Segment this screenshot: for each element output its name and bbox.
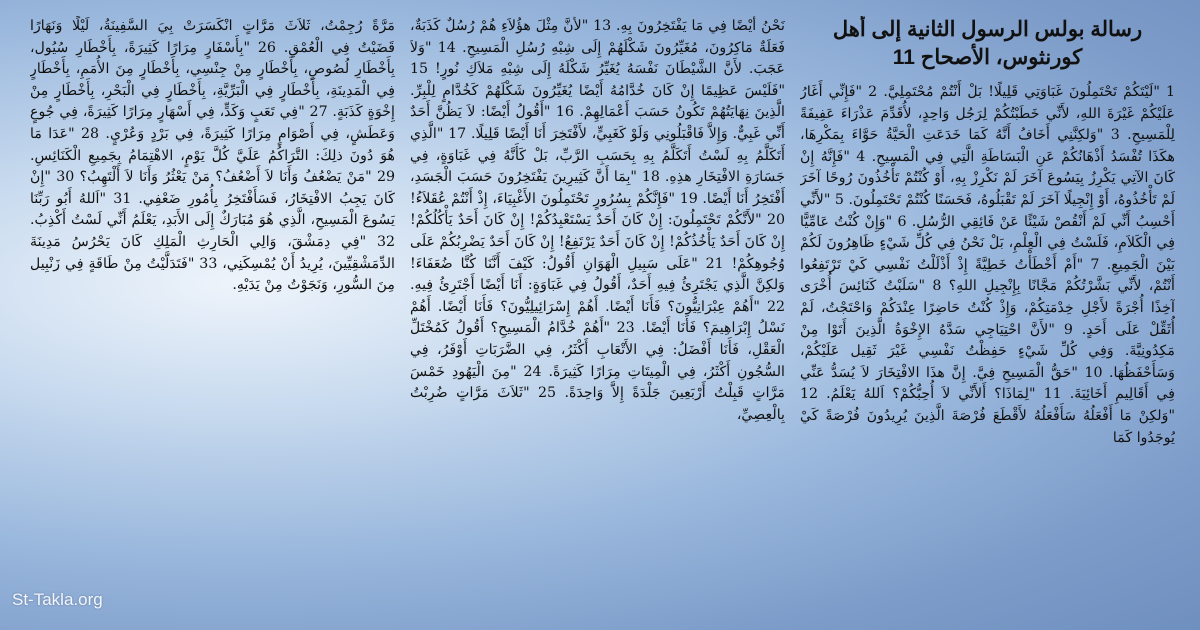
middle-column bbox=[410, 16, 785, 626]
chapter-text-part-1: 1 "لَيْتَكُمْ تَحْتَمِلُونَ غَبَاوَتِي قَلِيلًا! بَلْ أَنْتُمْ مُحْتَمِلِيَّ. 2 "فَإِنِّي أَغَارُ عَلَيْكُمْ غَيْرَةَ اللهِ، لأَنِّي خَطَبْتُكُمْ لِرَجُل وَاحِدٍ، لأُقَدِّمَ عَذْرَاءَ عَفِيفَةً لِلْمَسِيحِ. 3 "وَلكِنَّنِي أَخَافُ أَنَّهُ كَمَا خَدَعَتِ الْحَيَّةُ حَوَّاءَ بِمَكْرِهَا، هكَذَا تُفْسَدُ أَذْهَانُكُمْ عَنِ الْبَسَاطَةِ الَّتِي فِي الْمَسِيحِ. 4 "فَإِنَّهُ إِنْ كَانَ الآتِي يَكْرِزُ بِيَسُوعَ آخَرَ لَمْ نَكْرِزْ بِهِ، أَوْ كُنْتُمْ تَأْخُذُونَ رُوحًا آخَرَ لَمْ تَأْخُذُوهُ، أَوْ إِنْجِيلًا آخَرَ لَمْ تَقْبَلُوهُ، فَحَسَنًا كُنْتُمْ تَحْتَمِلُونَ. 5 "لأَنِّي أَحْسِبُ أَنِّي لَمْ أَنْقُصْ شَيْئًا عَنْ فَائِقِي الرُّسُلِ. 6 "وَإِنْ كُنْتُ عَامِّيًّا فِي الْكَلاَمِ، فَلَسْتُ فِي الْعِلْمِ، بَلْ نَحْنُ فِي كُلِّ شَيْءٍ ظَاهِرُونَ لَكُمْ بَيْنَ الْجَمِيعِ. 7 "أَمْ أَخْطَأْتُ خَطِيَّةً إِذْ أَذْلَلْتُ نَفْسِي كَيْ تَرْتَفِعُوا أَنْتُمْ، لأَنِّي بَشَّرْتُكُمْ مَجَّانًا بِإِنْجِيلِ اللهِ؟ 8 "سَلَبْتُ كَنَائِسَ أُخْرَى آخِذًا أُجْرَةً لأَجْلِ خِدْمَتِكُمْ، وَإِذْ كُنْتُ حَاضِرًا عِنْدَكُمْ وَاحْتَجْتُ، لَمْ أُثَقِّلْ عَلَى أَحَدٍ. 9 "لأَنَّ احْتِيَاجِي سَدَّهُ الإِخْوَةُ الَّذِينَ أَتَوْا مِنْ مَكِدُونِيَّةَ. وَفِي كُلِّ شَيْءٍ حَفِظْتُ نَفْسِي غَيْرَ ثَقِيل عَلَيْكُمْ، وَسَأَحْفَظُهَا. 10 "حَقُّ الْمَسِيحِ فِيَّ. إِنَّ هذَا الافْتِخَارَ لاَ يُسَدُّ عَنِّي فِي أَقَالِيمِ أَخَائِيَةَ. 11 "لِمَاذَا؟ أَلأَنِّي لاَ أُحِبُّكُمْ؟ اَللهُ يَعْلَمُ. 12 "وَلكِنْ مَا أَفْعَلُهُ سَأَفْعَلُهُ لأَقْطَعَ فُرْصَةَ الَّذِينَ يُرِيدُونَ فُرْصَةً كَيْ يُوجَدُوا كَمَا bbox=[800, 84, 1175, 446]
left-column bbox=[30, 16, 395, 366]
chapter-text-part-2: نَحْنُ أَيْضًا فِي مَا يَفْتَخِرُونَ بِهِ. 13 "لأَنَّ مِثْلَ هؤُلاَءِ هُمْ رُسُلٌ كَذَبَةٌ، فَعَلَةٌ مَاكِرُونَ، مُغَيِّرُونَ شَكْلَهُمْ إِلَى شِبْهِ رُسُلِ الْمَسِيحِ. 14 "وَلاَ عَجَبَ. لأَنَّ الشَّيْطَانَ نَفْسَهُ يُغَيِّرُ شَكْلَهُ إِلَى شِبْهِ مَلاَكِ نُورٍ! 15 "فَلَيْسَ عَظِيمًا إِنْ كَانَ خُدَّامُهُ أَيْضًا يُغَيِّرُونَ شَكْلَهُمْ كَخُدَّامٍ لِلْبِرِّ. الَّذِينَ نِهَايَتُهُمْ تَكُونُ حَسَبَ أَعْمَالِهِمْ. 16 "أَقُولُ أَيْضًا: لاَ يَظُنَّ أَحَدٌ أَنِّي غَبِيٌّ. وَإِلاَّ فَاقْبَلُونِي وَلَوْ كَغَبِيٍّ، لأَفْتَخِرَ أَنَا أَيْضًا قَلِيلًا. 17 "الَّذِي أَتَكَلَّمُ بِهِ لَسْتُ أَتَكَلَّمُ بِهِ بِحَسَبِ الرَّبِّ، بَلْ كَأَنَّهُ فِي غَبَاوَةٍ، فِي جَسَارَةِ الافْتِخَارِ هذِهِ. 18 "بِمَا أَنَّ كَثِيرِينَ يَفْتَخِرُونَ حَسَبَ الْجَسَدِ، أَفْتَخِرُ أَنَا أَيْضًا. 19 "فَإِنَّكُمْ بِسُرُورٍ تَحْتَمِلُونَ الأَغْبِيَاءَ، إِذْ أَنْتُمْ عُقَلاَءُ! 20 "لأَنَّكُمْ تَحْتَمِلُونَ: إِنْ كَانَ أَحَدٌ يَسْتَعْبِدُكُمْ! إِنْ كَانَ أَحَدٌ يَأْكُلُكُمْ! إِنْ كَانَ أَحَدٌ يَأْخُذُكُمْ! إِنْ كَانَ أَحَدٌ يَرْتَفِعُ! إِنْ كَانَ أَحَدٌ يَضْرِبُكُمْ عَلَى وُجُوهِكُمْ! 21 "عَلَى سَبِيلِ الْهَوَانِ أَقُولُ: كَيْفَ أَنَّنَا كُنَّا ضُعَفَاءَ! وَلكِنَّ الَّذِي يَجْتَرِئُ فِيهِ أَحَدٌ، أَقُولُ فِي غَبَاوَةٍ: أَنَا أَيْضًا أَجْتَرِئُ فِيهِ. 22 "أَهُمْ عِبْرَانِيُّونَ؟ فَأَنَا أَيْضًا. أَهُمْ إِسْرَائِيلِيُّونَ؟ فَأَنَا أَيْضًا. أَهُمْ نَسْلُ إِبْرَاهِيمَ؟ فَأَنَا أَيْضًا. 23 "أَهُمْ خُدَّامُ الْمَسِيحِ؟ أَقُولُ كَمُخْتَلِّ الْعَقْلِ، فَأَنَا أَفْضَلُ: فِي الأَتْعَابِ أَكْثَرُ، فِي الضَّرَبَاتِ أَوْفَرُ، فِي السُّجُونِ أَكْثَرُ، فِي الْمِيتَاتِ مِرَارًا كَثِيرَةً. 24 "مِنَ الْيَهُودِ خَمْسَ مَرَّاتٍ قَبِلْتُ أَرْبَعِينَ جَلْدَةً إِلاَّ وَاحِدَةً. 25 "ثَلاَثَ مَرَّاتٍ ضُرِبْتُ بِالْعِصِيِّ، bbox=[410, 18, 785, 423]
site-watermark: St-Takla.org bbox=[12, 590, 103, 609]
chapter-text-part-3: مَرَّةً رُجِمْتُ، ثَلاَثَ مَرَّاتٍ انْكَسَرَتْ بِيَ السَّفِينَةُ، لَيْلًا وَنَهَارًا قَضَيْتُ فِي الْعُمْقِ. 26 "بِأَسْفَارٍ مِرَارًا كَثِيرَةً، بِأَخْطَارِ سُيُول، بِأَخْطَارِ لُصُوصٍ، بِأَخْطَارٍ مِنْ جِنْسِي، بِأَخْطَارٍ مِنَ الأُمَمِ، بِأَخْطَارٍ فِي الْمَدِينَةِ، بِأَخْطَارٍ فِي الْبَرِّيَّةِ، بِأَخْطَارٍ فِي الْبَحْرِ، بِأَخْطَارٍ مِنْ إِخْوَةٍ كَذَبَةٍ. 27 "فِي تَعَبٍ وَكَدٍّ، فِي أَسْهَارٍ مِرَارًا كَثِيرَةً، فِي جُوعٍ وَعَطَشٍ، فِي أَصْوَامٍ مِرَارًا كَثِيرَةً، فِي بَرْدٍ وَعُرْيٍ. 28 "عَدَا مَا هُوَ دُونَ ذلِكَ: التَّرَاكُمُ عَلَيَّ كُلَّ يَوْمٍ، الاهْتِمَامُ بِجَمِيعِ الْكَنَائِسِ. 29 "مَنْ يَضْعُفُ وَأَنَا لاَ أَضْعُفُ؟ مَنْ يَعْثُرُ وَأَنَا لاَ أَلْتَهِبُ؟ 30 "إِنْ كَانَ يَجِبُ الافْتِخَارُ، فَسَأَفْتَخِرُ بِأُمُورِ ضَعْفِي. 31 "اَللهُ أَبُو رَبِّنَا يَسُوعَ الْمَسِيحِ، الَّذِي هُوَ مُبَارَكٌ إِلَى الأَبَدِ، يَعْلَمُ أَنِّي لَسْتُ أَكْذِبُ. 32 "فِي دِمَشْقَ، وَالِي الْحَارِثِ الْمَلِكِ كَانَ يَحْرُسُ مَدِينَةَ الدِّمَشْقِيِّينَ، يُرِيدُ أَنْ يُمْسِكَنِي، 33 "فَتَدَلَّيْتُ مِنْ طَاقَةٍ فِي زَنْبِيل مِنَ السُّورِ، وَنَجَوْتُ مِنْ يَدَيْهِ. bbox=[30, 18, 395, 294]
chapter-title: رسالة بولس الرسول الثانية إلى أهل كورنثوس، الأصحاح 11 bbox=[832, 18, 1143, 69]
right-column bbox=[800, 16, 1175, 626]
